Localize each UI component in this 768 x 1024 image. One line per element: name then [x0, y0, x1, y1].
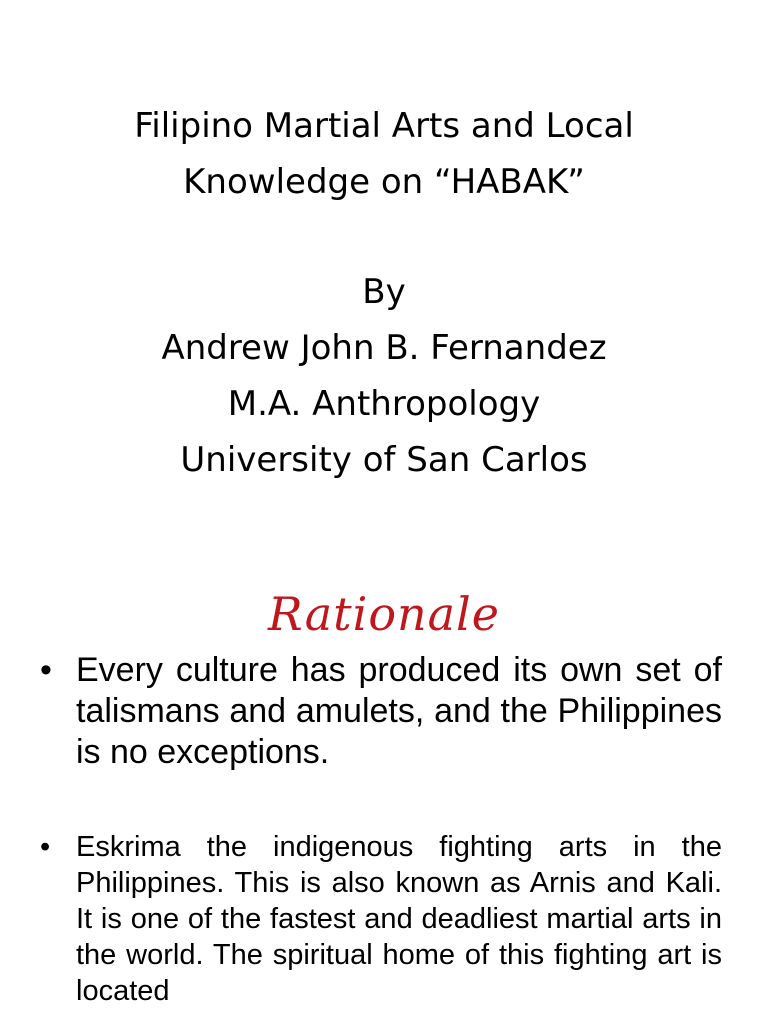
author-name: Andrew John B. Fernandez	[161, 328, 607, 368]
byline: By	[362, 272, 406, 312]
title-slide	[0, 98, 768, 488]
bullet-icon: •	[40, 651, 52, 689]
rationale-bullet-list	[36, 650, 722, 1009]
bullet-icon: •	[40, 831, 51, 863]
bullet-text: Every culture has produced its own set of talismans and amulets, and the Philippines is no exceptions.	[76, 651, 722, 771]
presentation-title-line-2: Knowledge on “HABAK”	[183, 162, 585, 202]
list-item	[36, 829, 722, 1009]
author-institution: University of San Carlos	[180, 440, 588, 480]
presentation-title-line-1: Filipino Martial Arts and Local	[134, 106, 634, 146]
title-spacer	[0, 210, 768, 264]
bullet-text: Eskrima the indigenous fighting arts in the Philippines. This is also known as Arnis and Kali. It is one of the fastest and deadliest martial arts in the world. The spiritual home of this fighting art is located	[76, 831, 722, 1007]
author-degree: M.A. Anthropology	[227, 384, 541, 424]
list-item	[36, 650, 722, 773]
rationale-heading: Rationale	[268, 587, 500, 641]
